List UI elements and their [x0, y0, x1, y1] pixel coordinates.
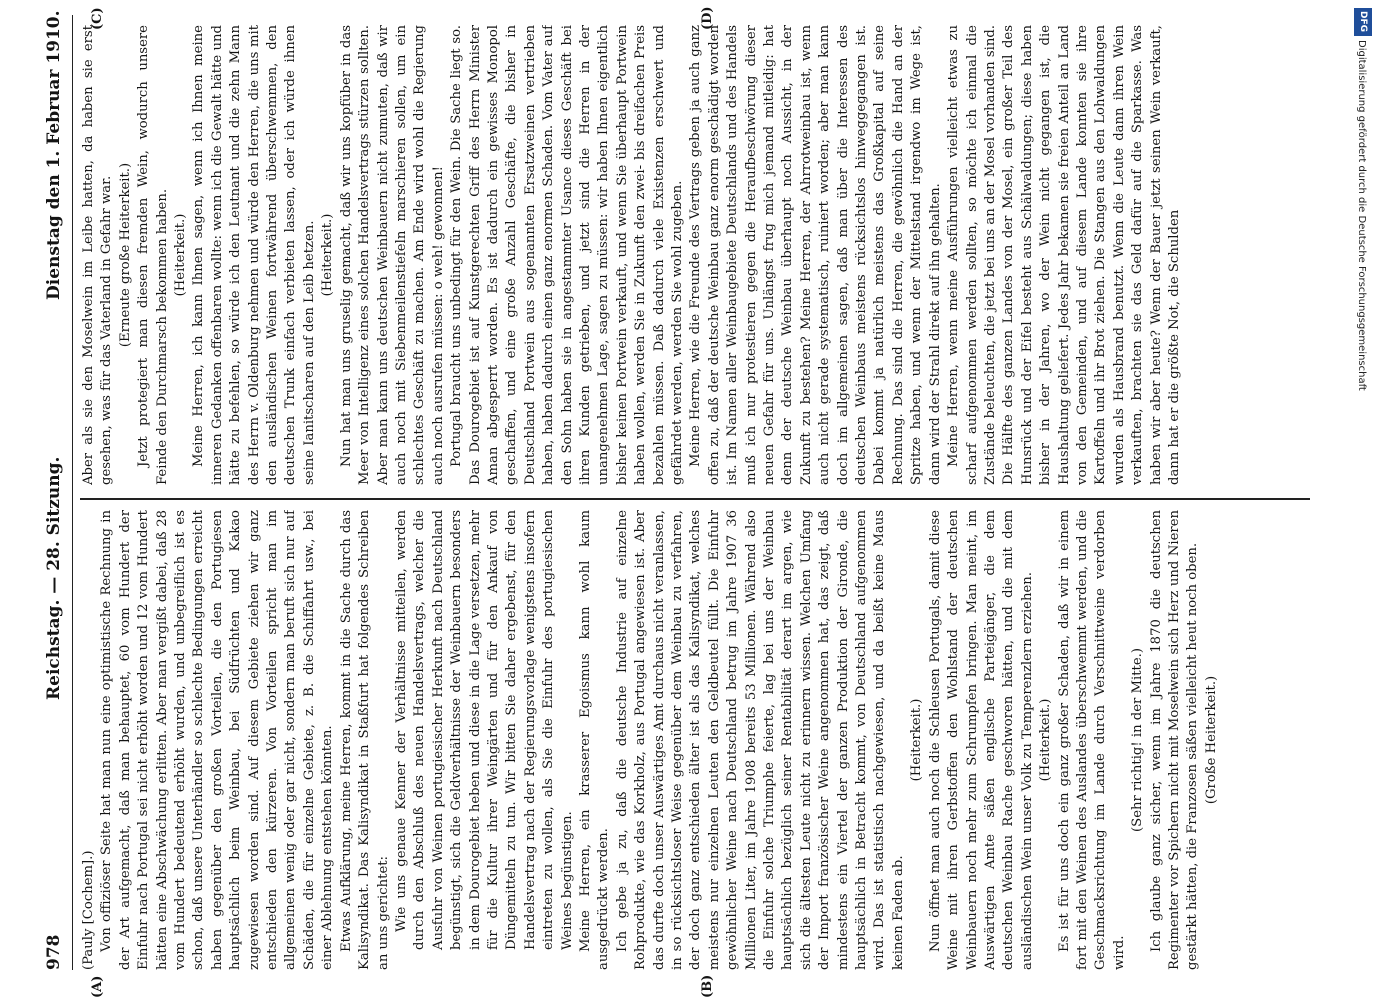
paragraph: Ich gebe ja zu, daß die deutsche Industrie auf einzelne Rohprodukte, wie das Korkholz, aus Portugal angewiesen ist. Aber das durfte doch unser Auswärtiges Amt durchaus nicht veranlassen, in so rücksichtsloser Weise gegenüber dem Weinbau zu verfahren, der doch ganz entschieden älter ist als das Kalisyndikat, welches meistens nur einzelnen Leuten den Geldbeutel füllt. Die Einfuhr gewöhnlicher Weine nach Deutschland betrug im Jahre 1907 36 Millionen Liter, im Jahre 1908 bereits 53 Millionen. Während also die Einfuhr solche Triumphe feierte, lag bei uns der Weinbau hauptsächlich bezüglich seiner Rentabilität derart im argen, wie sich die ältesten Leute nicht zu erinnern wissen. Welchen Umfang der Import französischer Weine angenommen hat, das zeigt, daß mindestens ein Viertel der ganzen Produktion der Gironde, die hauptsächlich in Betracht kommt, von Deutschland aufgenommen wird. Das ist statistisch nachgewiesen, und da beißt keine Maus keinen Faden ab. — [614, 510, 906, 970]
column-divider — [80, 499, 1310, 501]
interjection: (Heiterkeit.) — [173, 213, 189, 297]
paragraph: Es ist für uns doch ein ganz großer Schaden, daß wir in einem fort mit den Weinen des Auslandes überschwemmt werden, und die Geschmacksrichtung im Lande durch Verschnittweine verdorben wird. — [1056, 510, 1127, 970]
paragraph: Etwas Aufklärung, meine Herren, kommt in die Sache durch das Kalisyndikat. Das Kalisyndikat in Staßfurt hat folgendes Schreiben an uns gerichtet: — [338, 510, 391, 970]
interjection: (Sehr richtig! in der Mitte.) — [1130, 648, 1146, 832]
paragraph: Aber als sie den Moselwein im Leibe hatten, da haben sie erst gesehen, was für das Vaterland in Gefahr war. — [81, 25, 115, 485]
paragraph: Meine Herren, ich kann Ihnen sagen, wenn ich Ihnen meine inneren Gedanken offenbaren wollte: wenn ich die Gewalt hätte und hätte zu befehlen, so würde ich den Leutnant und die zehn Mann des Herrn v. Oldenburg nehmen und würde den Herren, die uns mit den ausländischen Weinen fortwährend überschwemmen, den deutschen Trunk einfach verbieten lassen, oder ich würde ihnen seine Ianitscharen auf den Leib hetzen. — [191, 25, 317, 485]
paragraph: Nun öffnet man auch noch die Schleusen Portugals, damit diese Weine mit ihren Gerbstoffen den Wohlstand der deutschen Weinbauern noch mehr zum Schrumpfen bringen. Man meint, im Auswärtigen Amte säßen englische Parteigänger, die dem deutschen Weinbau Rache geschworen hätten, und die mit dem ausländischen Wein unser Volk zu Temperenzlern erziehen. — [927, 510, 1035, 970]
paragraph: Von offiziöser Seite hat man nun eine optimistische Rechnung in der Art aufgemacht, daß man behauptet, 60 vom Hundert der Einfuhr nach Portugal sei nicht erhöht worden und 12 vom Hundert hätten eine Abschwächung erlitten. Aber man vergißt dabei, daß 28 vom Hundert bedeutend erhöht wurden, und unbegreiflich ist es schon, daß unsere Unterhändler so schlechte Bedingungen erreicht haben gegenüber den großen Vorteilen, die den Portugiesen hauptsächlich beim Weinbau, bei Südfrüchten und Kakao zugewiesen worden sind. Auf diesem Gebiete ziehen wir ganz entschieden den kürzeren. Von Vorteilen spricht man im allgemeinen wenig oder gar nicht, sondern man beruft sich nur auf Schäden, die für einzelne Gebiete, z. B. die Schiffahrt usw., bei einer Ablehnung entstehen könnten. — [99, 510, 336, 970]
margin-mark-b: (B) — [700, 974, 715, 998]
margin-mark-c: (C) — [90, 7, 105, 30]
header-rule — [72, 15, 73, 970]
margin-mark-d: (D) — [700, 6, 715, 30]
interjection: (Heiterkeit.) — [320, 213, 336, 297]
paragraph: Ich glaube ganz sicher, wenn im Jahre 1870 die deutschen Regimenter vor Spichern nicht mit Moselwein sich Herz und Nieren gestärkt hätten, die Franzosen säßen vielleicht heut noch oben. — [1148, 510, 1201, 970]
paragraph: Meine Herren, wenn meine Ausführungen vielleicht etwas zu scharf aufgenommen werden sollten, so möchte ich einmal die Zustände beleuchten, die jetzt bei uns an der Mosel vorhanden sind. Die Hälfte des ganzen Landes von der Mosel, ein großer Teil des Hunsrück und der Eifel besteht aus Schälwaldungen; diese haben bisher in der Jahren, wo der Wein nicht gegangen ist, die Haushaltung geliefert. Jedes Jahr bekamen sie freien Anteil an Land von den Gemeinden, und auf diesem Lande konnten sie ihre Kartoffeln und ihr Brot ziehen. Die Stangen aus den Lohwaldungen wurden als Hausbrand benutzt. Wenn die Leute dann ihren Wein verkauften, brachten sie das Geld dafür auf die Sparkasse. Was haben wir aber heute? Wenn der Bauer jetzt seinen Wein verkauft, dann hat er die größte Not, die Schulden — [946, 25, 1182, 485]
page-header — [40, 0, 70, 1000]
paragraph: Jetzt protegiert man diesen fremden Wein, wodurch unsere Feinde den Durchmarsch bekommen haben. — [136, 25, 170, 485]
dfg-logo: DFG — [1354, 8, 1372, 36]
interjection: (Erneute große Heiterkeit.) — [117, 162, 133, 348]
page-number: 978 — [44, 934, 64, 970]
paragraph: Portugal braucht uns unbedingt für den Wein. Die Sache liegt so. Das Dourogebiet ist auf Kunstgerechten Griff des Herrn Minister Aman abgesperrt worden. Es ist dadurch ein gewisses Monopol geschaffen, und eine große Anzahl Geschäfte, die bisher in Deutschland Portwein aus sogenannten Ersatzweinen vertrieben haben, haben dadurch einen ganz enormen Schaden. Vom Vater auf den Sohn haben sie in angestammter Usance dieses Geschäft bei ihren Kunden getrieben, und jetzt sind die Herren in der unangenehmen Lage, sagen zu müssen: wir haben Ihnen eigentlich bisher keinen Portwein verkauft, und wenn Sie überhaupt Portwein haben wollen, werden Sie in Zukunft den zwei- bis dreifachen Preis bezahlen müssen. Daß dadurch viele Existenzen erschwert und gefährdet werden, werden Sie wohl zugeben. — [449, 25, 685, 485]
speaker-label: (Pauly [Cochem].) — [81, 850, 96, 970]
paragraph: Meine Herren, wie die Freunde des Vertrags geben ja auch ganz offen zu, daß der deutsche Weinbau ganz enorm geschädigt worden ist. Im Namen aller Weinbaugebiete Deutschlands und des Handels muß ich nur protestieren gegen die Heraufbeschwörung dieser neuen Gefahr für uns. Unlängst frug mich jemand mitleidig: hat denn der deutsche Weinbau überhaupt noch Aussicht, in der Zukunft zu bestehen? Meine Herren, der Ahrrotweinbau ist, wenn auch nicht gerade systematisch, ruiniert worden; aber man kann doch im allgemeinen sagen, daß man über die Interessen des deutschen Weinbaus meistens rücksichtslos hinweggegangen ist. Dabei kommt ja natürlich meistens das Großkapital auf seine Rechnung. Das sind die Herren, die gewöhnlich die Hand an der Spritze haben, und wenn der Mittelstand irgendwo im Wege ist, dann wird der Strahl direkt auf ihn gehalten. — [688, 25, 943, 485]
interjection: (Heiterkeit.) — [1038, 698, 1054, 782]
right-column — [80, 25, 1300, 485]
credit-text: Digitalisierung gefördert durch die Deutsche Forschungsgemeinschaft — [1356, 40, 1367, 391]
left-column — [80, 510, 1300, 970]
paragraph: Nun hat man uns gruselig gemacht, daß wir uns kopfüber in das Meer von Intelligenz eines solchen Handelsvertrags stürzen sollten. Aber man kann uns deutschen Weinbauern nicht zumuten, daß wir auch noch mit Siebenmeilenstiefeln marschieren sollen, um ein schlechtes Geschäft zu machen. Am Ende wird wohl die Regierung auch noch ausrufen müssen: o weh! gewonnen! — [338, 25, 446, 485]
interjection: (Heiterkeit.) — [909, 698, 925, 782]
date-title: Dienstag den 1. Februar 1910. — [44, 10, 64, 300]
interjection: (Große Heiterkeit.) — [1203, 675, 1219, 805]
digitization-credit — [1350, 0, 1380, 1000]
quoted-letter: Wie uns genaue Kenner der Verhältnisse mitteilen, werden durch den Abschluß des neuen Handelsvertrags, welcher die Ausfuhr von Weinen portugiesischer Herkunft nach Deutschland begünstigt, sich die Geldverhältnisse der Weinbauern besonders in dem Dourogebiet heben und diese in die Lage versetzen, mehr für die Kultur ihrer Weingärten und für den Ankauf von Düngemitteln zu tun. Wir bitten Sie daher ergebenst, für den Handelsvertrag nach der Regierungsvorlage wenigstens insofern eintreten zu wollen, als Sie die Einfuhr des portugiesischen Weines begünstigen. — [393, 510, 575, 950]
margin-mark-a: (A) — [90, 975, 105, 998]
paragraph: Meine Herren, ein krasserer Egoismus kann wohl kaum ausgedrückt werden. — [577, 510, 612, 970]
session-title: Reichstag. — 28. Sitzung. — [44, 456, 64, 700]
